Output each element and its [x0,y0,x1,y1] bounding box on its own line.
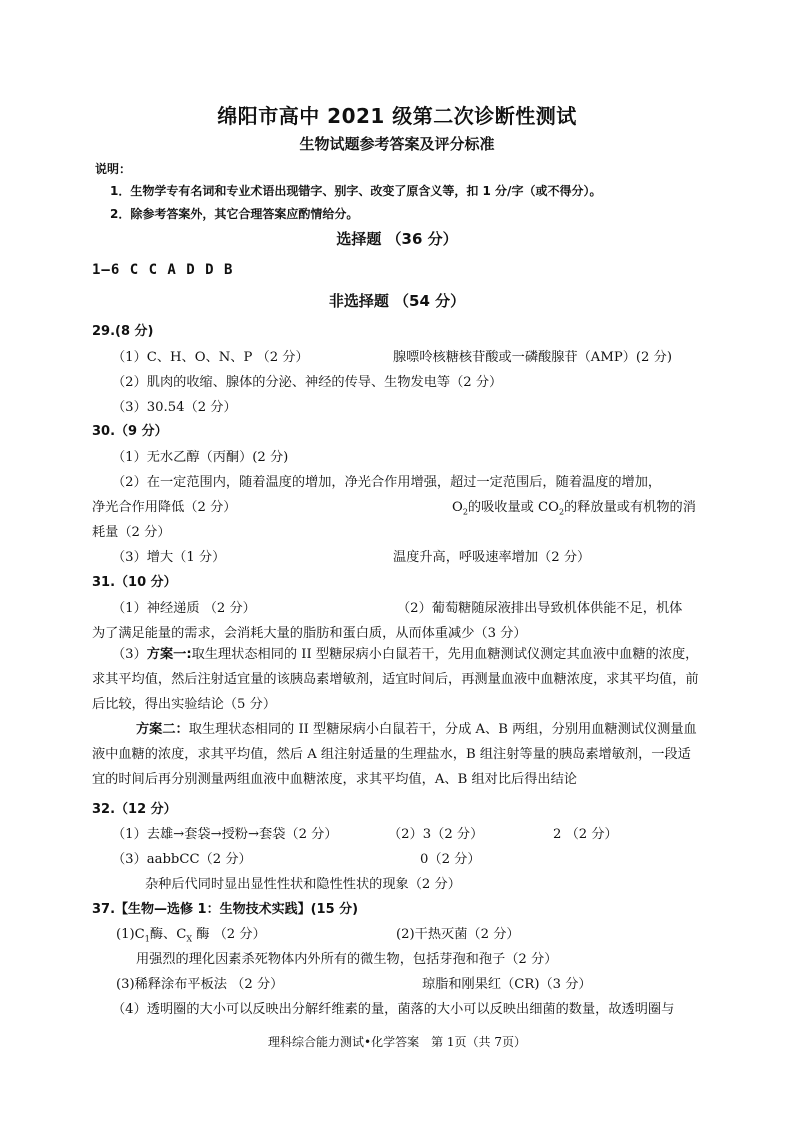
q32-answer-2b: 2 （2 分） [553,827,618,842]
q32-answer-3c: 杂种后代同时显出显性性状和隐性性状的现象（2 分） [145,877,461,892]
q30-answer-2-line2: 净光合作用降低（2 分） [92,500,237,515]
q30-answer-2-alt: $O_2$的吸收量或 $CO_2$的释放量或有机物的消 [452,500,696,517]
q32-heading: 32.（12 分） [92,802,177,817]
q37-answer-3: (3)稀释涂布平板法 （2 分） [116,977,284,992]
note-1: 1．生物学专有名词和专业术语出现错字、别字、改变了原含义等，扣 1 分/字（或不得分）。 [110,184,602,198]
q37-answer-3b: 琼脂和刚果红（CR)（3 分） [422,977,592,992]
q37-answer-4: （4）透明圈的大小可以反映出分解纤维素的量，菌落的大小可以反映出细菌的数量，故透明圈与 [112,1002,675,1017]
q32-answer-1: （1）去雄→套袋→授粉→套袋（2 分） [112,827,338,842]
q32-answer-3b: 0（2 分） [420,852,481,867]
q30-answer-2-line3: 耗量（2 分） [92,525,171,540]
q31-plan-1: （3）方案一:取生理状态相同的 II 型糖尿病小白鼠若干，先用血糖测试仪测定其血液中血糖的浓度，求其平均值，然后注射适宜量的该胰岛素增敏剂，适宜时间后，再测量血液中血糖浓度，求其平均值，前后比较，得出实验结论（5 分） [92,647,699,712]
q31-answer-1: （1）神经递质 （2 分） [112,601,256,616]
q29-answer-3: （3）30.54（2 分） [112,400,237,415]
q29-answer-2: （2）肌肉的收缩、腺体的分泌、神经的传导、生物发电等（2 分） [112,375,503,390]
page-subtitle: 生物试题参考答案及评分标准 [299,135,495,153]
q37-answer-1: $(1)C_1$酶、$C_X$ 酶 （2 分） [116,927,266,944]
q31-heading: 31.（10 分） [92,575,177,590]
mc-answers: 1—6 C C A D D B [92,262,234,278]
q32-answer-3: （3）aabbCC（2 分） [112,852,252,867]
q37-answer-2: (2)干热灭菌（2 分） [396,927,520,942]
mc-heading: 选择题 （36 分） [336,230,458,248]
q29-answer-1b: 腺嘌呤核糖核苷酸或一磷酸腺苷（AMP）(2 分) [393,350,672,365]
q30-answer-3b: 温度升高，呼吸速率增加（2 分） [393,550,591,565]
q30-answer-1: （1）无水乙醇（丙酮）(2 分) [112,450,289,465]
q29-answer-1: （1）C、H、O、N、P （2 分） [112,350,309,365]
q30-heading: 30.（9 分） [92,424,168,439]
q32-answer-2: （2）3（2 分） [388,827,484,842]
note-2: 2．除参考答案外，其它合理答案应酌情给分。 [110,207,359,221]
q31-answer-2-line2: 为了满足能量的需求，会消耗大量的脂肪和蛋白质，从而体重减少（3 分） [92,626,527,641]
q31-answer-2-line1: （2）葡萄糖随尿液排出导致机体供能不足，机体 [397,601,683,616]
q30-answer-3: （3）增大（1 分） [112,550,226,565]
q37-heading: 37.【生物—选修 1：生物技术实践】(15 分) [92,902,359,917]
q31-plan-2: 方案二：取生理状态相同的 II 型糖尿病小白鼠若干，分成 A、B 两组，分别用血糖测试仪测量血液中血糖的浓度，求其平均值，然后 A 组注射适量的生理盐水，B 组注射等量的胰岛素增敏剂，一段适宜的时间后再分别测量两组血液中血糖浓度，求其平均值，A、B 组对比后得出结论 [92,722,697,787]
q37-answer-2b: 用强烈的理化因素杀死物体内外所有的微生物，包括芽孢和孢子（2 分） [136,952,558,967]
q30-answer-2-line1: （2）在一定范围内，随着温度的增加，净光合作用增强，超过一定范围后，随着温度的增加， [112,475,662,490]
page-footer: 理科综合能力测试•化学答案 第 1页（共 7页） [268,1035,526,1049]
nonmc-heading: 非选择题 （54 分） [328,292,466,310]
page-title: 绵阳市高中 2021 级第二次诊断性测试 [217,104,577,128]
notes-label: 说明： [95,162,132,176]
q29-heading: 29.(8 分) [92,324,154,339]
